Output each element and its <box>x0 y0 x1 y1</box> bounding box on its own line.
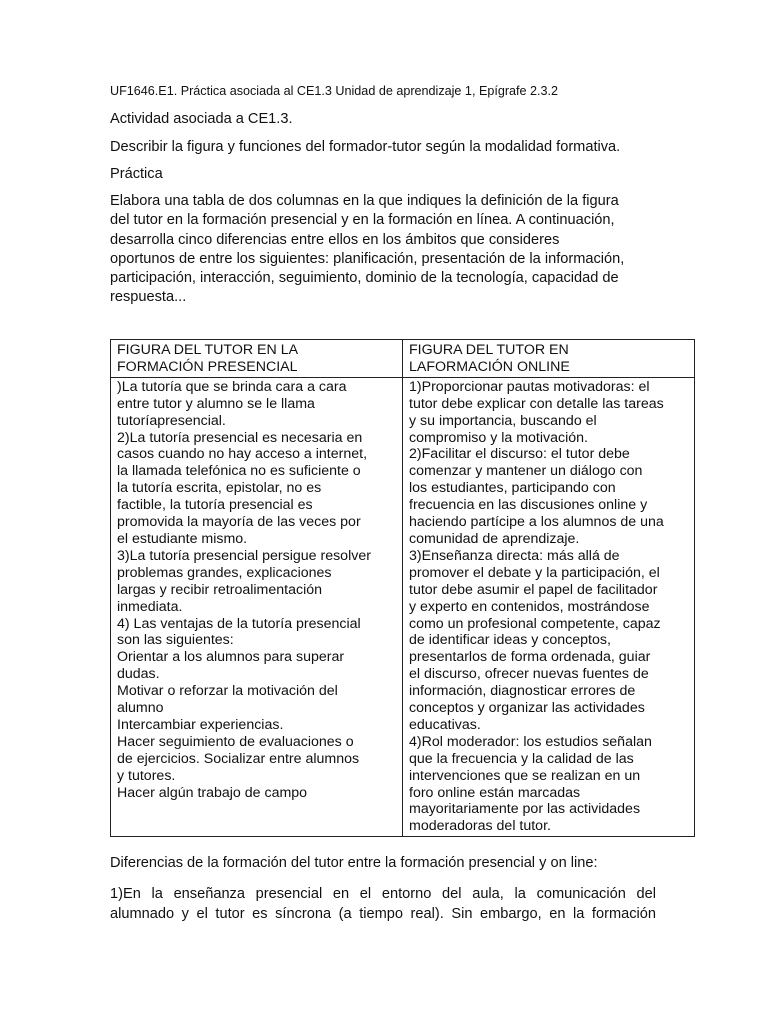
instructions-line: respuesta... <box>110 289 187 306</box>
cell-text-line: largas y recibir retroalimentación <box>117 581 323 598</box>
cell-text-line: los estudiantes, participando con <box>409 480 616 497</box>
header-text-line: FIGURA DEL TUTOR EN LA <box>117 342 299 358</box>
instructions-line: Elabora una tabla de dos columnas en la que indiques la definición de la figura <box>110 193 619 209</box>
differences-paragraph <box>110 884 656 924</box>
header-text-line: LAFORMACIÓN ONLINE <box>409 358 570 375</box>
cell-text-line: 4) Las ventajas de la tutoría presencial <box>117 615 361 632</box>
cell-text-line: Motivar o reforzar la motivación del <box>117 683 338 700</box>
cell-text-line: Orientar a los alumnos para superar <box>117 649 345 666</box>
instructions-line: desarrolla cinco diferencias entre ellos en los ámbitos que consideres <box>110 231 560 248</box>
cell-text-line: casos cuando no hay acceso a internet, <box>117 446 368 463</box>
cell-text-line: y experto en contenidos, mostrándose <box>409 598 650 615</box>
cell-text-line: entre tutor y alumno se le llama <box>117 395 315 412</box>
tutor-comparison-table <box>110 339 695 837</box>
cell-text-line: haciendo partícipe a los alumnos de una <box>409 514 664 531</box>
instructions-paragraph <box>110 192 624 308</box>
cell-text-line: la tutoría escrita, epistolar, no es <box>117 480 322 497</box>
cell-text-line: problemas grandes, explicaciones <box>117 564 332 581</box>
cell-text-line: que la frecuencia y la calidad de las <box>409 750 634 767</box>
cell-text-line: mayoritariamente por las actividades <box>409 801 641 818</box>
cell-text-line: foro online están marcadas <box>409 784 581 801</box>
practice-label: Práctica <box>110 166 163 182</box>
header-text-line: FIGURA DEL TUTOR EN <box>409 342 569 358</box>
cell-text-line: de ejercicios. Socializar entre alumnos <box>117 750 360 767</box>
cell-text-line: Hacer algún trabajo de campo <box>117 784 308 801</box>
cell-text-line: inmediata. <box>117 598 183 615</box>
activity-line: Actividad asociada a CE1.3. <box>110 111 293 127</box>
cell-text-line: comenzar y mantener un diálogo con <box>409 463 643 480</box>
cell-text-line: el discurso, ofrecer nuevas fuentes de <box>409 666 649 683</box>
cell-text-line: Intercambiar experiencias. <box>117 716 284 733</box>
cell-text-line: conceptos y organizar las actividades <box>409 700 645 717</box>
cell-text-line: son las siguientes: <box>117 632 234 649</box>
document-header: UF1646.E1. Práctica asociada al CE1.3 Unidad de aprendizaje 1, Epígrafe 2.3.2 <box>110 84 559 98</box>
cell-text-line: factible, la tutoría presencial es <box>117 497 313 514</box>
differences-title: Diferencias de la formación del tutor entre la formación presencial y on line: <box>110 855 598 871</box>
cell-text-line: compromiso y la motivación. <box>409 429 588 446</box>
cell-text-line: la llamada telefónica no es suficiente o <box>117 463 361 480</box>
cell-text-line: 1)Proporcionar pautas motivadoras: el <box>409 378 650 395</box>
cell-text-line: moderadoras del tutor. <box>409 818 551 835</box>
table-row <box>111 377 695 836</box>
instructions-line: del tutor en la formación presencial y en la formación en línea. A continuación, <box>110 212 615 229</box>
description-line: Describir la figura y funciones del formador-tutor según la modalidad formativa. <box>110 139 621 155</box>
cell-text-line: de identificar ideas y conceptos, <box>409 632 611 649</box>
cell-text-line: y su importancia, buscando el <box>409 412 597 429</box>
differences-line: 1)En la enseñanza presencial en el entorno del aula, la comunicación del <box>110 886 656 902</box>
cell-text-line: el estudiante mismo. <box>117 530 248 547</box>
header-cell-online <box>403 340 695 378</box>
cell-presencial-content <box>111 377 403 836</box>
cell-text-line: 3)Enseñanza directa: más allá de <box>409 547 620 564</box>
instructions-line: participación, interacción, seguimiento, dominio de la tecnología, capacidad de <box>110 270 619 287</box>
cell-text-line: tutor debe asumir el papel de facilitador <box>409 581 658 598</box>
cell-text-line: frecuencia en las discusiones online y <box>409 497 648 514</box>
cell-text-line: tutoríapresencial. <box>117 412 226 429</box>
table-header-row <box>111 340 695 378</box>
header-cell-presencial <box>111 340 403 378</box>
cell-text-line: 2)La tutoría presencial es necesaria en <box>117 429 363 446</box>
cell-text-line: presentarlos de forma ordenada, guiar <box>409 649 651 666</box>
cell-text-line: como un profesional competente, capaz <box>409 615 661 632</box>
cell-text-line: )La tutoría que se brinda cara a cara <box>117 378 347 395</box>
cell-text-line: dudas. <box>117 666 160 683</box>
differences-line: alumnado y el tutor es síncrona (a tiempo real). Sin embargo, en la formación <box>110 906 656 922</box>
cell-text-line: 3)La tutoría presencial persigue resolver <box>117 547 371 564</box>
cell-text-line: alumno <box>117 700 164 717</box>
cell-text-line: promover el debate y la participación, el <box>409 564 660 581</box>
cell-text-line: comunidad de aprendizaje. <box>409 530 580 547</box>
cell-text-line: Hacer seguimiento de evaluaciones o <box>117 733 354 750</box>
cell-online-content <box>403 377 695 836</box>
header-text-line: FORMACIÓN PRESENCIAL <box>117 358 298 375</box>
cell-text-line: tutor debe explicar con detalle las tareas <box>409 395 664 412</box>
cell-text-line: educativas. <box>409 716 481 733</box>
cell-text-line: intervenciones que se realizan en un <box>409 767 641 784</box>
cell-text-line: información, diagnosticar errores de <box>409 683 636 700</box>
cell-text-line: promovida la mayoría de las veces por <box>117 514 361 531</box>
instructions-line: oportunos de entre los siguientes: planificación, presentación de la información, <box>110 250 625 267</box>
cell-text-line: 2)Facilitar el discurso: el tutor debe <box>409 446 630 463</box>
cell-text-line: 4)Rol moderador: los estudios señalan <box>409 733 652 750</box>
cell-text-line: y tutores. <box>117 767 176 784</box>
